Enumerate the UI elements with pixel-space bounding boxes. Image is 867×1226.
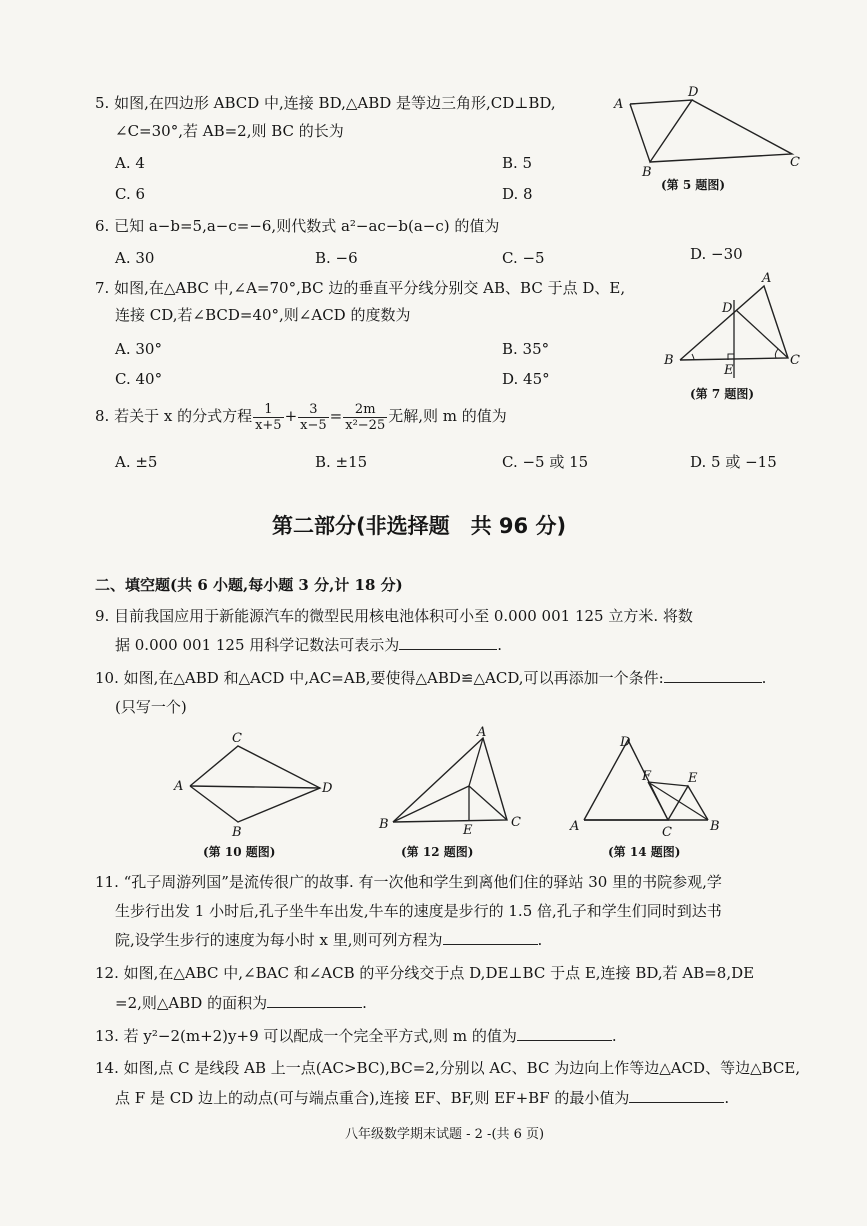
q7-stem-line2: 连接 CD,若∠BCD=40°,则∠ACD 的度数为 [115,306,411,324]
q6-option-c: C. −5 [502,249,545,267]
q5-label-b: B [642,165,652,180]
q7-label-e: E [724,363,734,378]
q5-stem-line2: ∠C=30°,若 AB=2,则 BC 的长为 [115,122,344,140]
q10-line1: 10. 如图,在△ABD 和△ACD 中,AC=AB,要使得△ABD≌△ACD,可以再添加一个条件: . [95,669,767,687]
q12-label-e: E [463,823,473,838]
q5-caption: (第 5 题图) [661,178,726,192]
q11-line1: 11. “孔子周游列国”是流传很广的故事. 有一次他和学生到离他们住的驿站 30 里的书院参观,学 [95,873,722,891]
q8-stem-post: 无解,则 m 的值为 [388,407,507,425]
q5-option-b: B. 5 [502,154,533,172]
q7-label-a: A [762,271,772,286]
q10-label-d: D [322,781,333,796]
q12-line1: 12. 如图,在△ABC 中,∠BAC 和∠ACB 的平分线交于点 D,DE⊥BC 于点 E,连接 BD,若 AB=8,DE [95,964,755,982]
q8-option-d: D. 5 或 −15 [690,453,777,471]
q8-fraction-3: $\frac{2m}{\text{x²−25}}$ [345,401,386,433]
q7-option-a: A. 30° [115,340,162,358]
q8-fraction-1: $\frac{1}{x+5}$ [255,401,282,433]
q6-stem: 6. 已知 a−b=5,a−c=−6,则代数式 a²−ac−b(a−c) 的值为 [95,217,500,235]
q9-line2: 据 0.000 001 125 用科学记数法可表示为 . [115,636,503,654]
q12-caption: (第 12 题图) [401,845,474,859]
q8-stem-pre: 8. 若关于 x 的分式方程 [95,407,253,425]
q14-label-c: C [662,825,672,840]
q14-label-b: B [710,819,720,834]
q8-fraction-2: $\frac{3}{x-5}$ [300,401,327,433]
q6-option-b: B. −6 [315,249,358,267]
q11-answer-blank[interactable] [443,930,538,945]
q13-answer-blank[interactable] [517,1026,612,1041]
q11-line2: 生步行出发 1 小时后,孔子坐牛车出发,牛车的速度是步行的 1.5 倍,孔子和学生们同时到达书 [115,902,722,920]
q7-label-c: C [790,353,800,368]
q8-option-a: A. ±5 [115,453,158,471]
q8-equals: = [329,407,343,425]
q10-label-b: B [232,825,242,840]
q7-label-d: D [722,301,733,316]
q8-stem [95,398,507,434]
q14-label-d: D [620,735,631,750]
q14-figure [570,730,740,840]
q7-option-b: B. 35° [502,340,550,358]
q10-line2: (只写一个) [115,698,187,716]
q7-option-c: C. 40° [115,370,163,388]
q8-option-b: B. ±15 [315,453,368,471]
q10-label-a: A [174,779,184,794]
q6-option-a: A. 30 [115,249,155,267]
q5-figure [610,85,810,180]
q14-caption: (第 14 题图) [608,845,681,859]
q14-label-e: E [688,771,698,786]
q7-stem-line1: 7. 如图,在△ABC 中,∠A=70°,BC 边的垂直平分线分别交 AB、BC 于点 D、E, [95,279,626,297]
q14-label-a: A [570,819,580,834]
q14-label-f: F [642,769,652,784]
q12-label-c: C [511,815,521,830]
q7-figure [660,270,810,385]
q7-label-b: B [664,353,674,368]
q5-label-a: A [614,97,624,112]
q10-figure [170,732,340,842]
q11-line3: 院,设学生步行的速度为每小时 x 里,则可列方程为 . [115,931,543,949]
q14-line2: 点 F 是 CD 边上的动点(可与端点重合),连接 EF、BF,则 EF+BF 的最小值为 . [115,1089,730,1107]
q9-line1: 9. 目前我国应用于新能源汽车的微型民用核电池体积可小至 0.000 001 125 立方米. 将数 [95,607,693,625]
fill-section-heading: 二、填空题(共 6 小题,每小题 3 分,计 18 分) [95,576,403,594]
q5-stem-line1: 5. 如图,在四边形 ABCD 中,连接 BD,△ABD 是等边三角形,CD⊥BD, [95,94,556,112]
part2-title: 第二部分(非选择题 共 96 分) [272,514,567,538]
page-footer: 八年级数学期末试题 - 2 -(共 6 页) [345,1127,545,1142]
q6-option-d: D. −30 [690,245,743,263]
q8-plus: + [284,407,298,425]
q7-option-d: D. 45° [502,370,550,388]
q7-caption: (第 7 题图) [690,387,755,401]
q14-answer-blank[interactable] [629,1088,724,1103]
q13-line: 13. 若 y²−2(m+2)y+9 可以配成一个完全平方式,则 m 的值为 . [95,1027,617,1045]
q12-answer-blank[interactable] [267,993,362,1008]
q10-caption: (第 10 题图) [203,845,276,859]
q9-answer-blank[interactable] [399,635,497,650]
q12-line2: =2,则△ABD 的面积为 . [115,994,367,1012]
q12-label-b: B [379,817,389,832]
q10-label-c: C [232,731,242,746]
q5-option-a: A. 4 [115,154,145,172]
q5-option-c: C. 6 [115,185,146,203]
q10-answer-blank[interactable] [664,668,762,683]
q12-label-a: A [477,725,487,740]
q5-option-d: D. 8 [502,185,533,203]
q5-label-d: D [688,85,699,100]
q5-label-c: C [790,155,800,170]
q8-option-c: C. −5 或 15 [502,453,589,471]
q14-line1: 14. 如图,点 C 是线段 AB 上一点(AC>BC),BC=2,分别以 AC、BC 为边向上作等边△ACD、等边△BCE, [95,1059,801,1077]
q12-figure [375,726,535,836]
